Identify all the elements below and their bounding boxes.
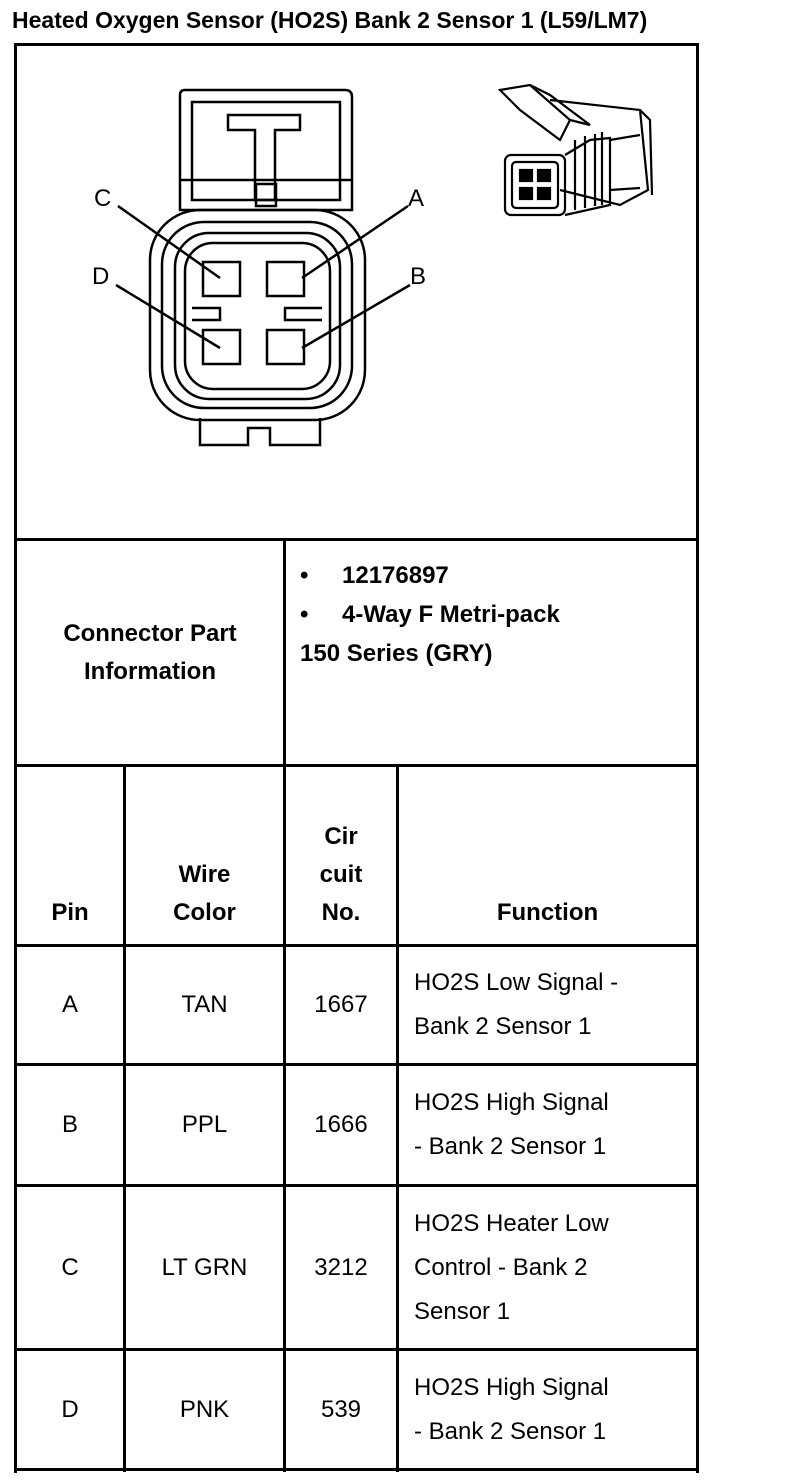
header-wire-color-line1: Wire bbox=[178, 861, 231, 888]
header-circuit-no bbox=[286, 767, 396, 932]
page-title: Heated Oxygen Sensor (HO2S) Bank 2 Sensor 1 (L59/LM7) bbox=[12, 7, 648, 33]
part-description-line2: 150 Series (GRY) bbox=[300, 640, 493, 667]
part-description-line1: 4-Way F Metri-pack bbox=[342, 601, 560, 628]
row-b-circuit: 1666 bbox=[314, 1111, 368, 1138]
row-a-function-line1: HO2S Low Signal - bbox=[414, 969, 619, 996]
row-d-pin: D bbox=[61, 1395, 79, 1423]
row-d-function-line2: - Bank 2 Sensor 1 bbox=[414, 1417, 607, 1445]
part-description-item bbox=[300, 595, 690, 634]
pin-label-d: D bbox=[92, 263, 110, 290]
row-c-pin: C bbox=[61, 1253, 79, 1281]
header-circuit-line1: Cir bbox=[324, 823, 358, 850]
row-c-function-line1: HO2S Heater Low bbox=[414, 1209, 609, 1237]
row-b-wire-color: PPL bbox=[181, 1111, 228, 1138]
part-number: 12176897 bbox=[342, 562, 449, 589]
connector-face-diagram bbox=[80, 80, 460, 500]
row-b-function-line1: HO2S High Signal bbox=[414, 1089, 609, 1116]
row-a-circuit: 1667 bbox=[314, 991, 368, 1018]
header-wire-color-line2: Color bbox=[173, 899, 236, 926]
row-a-pin: A bbox=[61, 991, 78, 1018]
connector-part-label bbox=[17, 541, 283, 764]
pin-label-a: A bbox=[408, 185, 425, 212]
row-c-function-line2: Control - Bank 2 bbox=[414, 1253, 588, 1281]
header-circuit-line3: No. bbox=[321, 899, 361, 926]
row-d-wire-color: PNK bbox=[179, 1395, 230, 1423]
bullet: • bbox=[300, 601, 309, 628]
connector-part-details bbox=[300, 556, 690, 673]
pin-label-c: C bbox=[94, 185, 112, 212]
row-d-circuit: 539 bbox=[320, 1395, 362, 1423]
row-a-wire-color: TAN bbox=[181, 991, 228, 1018]
row-c-function-line3: Sensor 1 bbox=[414, 1297, 511, 1325]
header-circuit-line2: cuit bbox=[319, 861, 363, 888]
bullet: • bbox=[300, 562, 309, 589]
header-function: Function bbox=[496, 899, 599, 926]
row-d-function bbox=[414, 1351, 696, 1468]
connector-part-label-line2: Information bbox=[83, 657, 216, 685]
row-c-circuit: 3212 bbox=[314, 1253, 368, 1281]
header-pin: Pin bbox=[51, 899, 89, 926]
row-d-function-line1: HO2S High Signal bbox=[414, 1373, 609, 1401]
row-a-function-line2: Bank 2 Sensor 1 bbox=[414, 1013, 592, 1040]
row-b-function-line2: - Bank 2 Sensor 1 bbox=[414, 1133, 607, 1160]
row-c-wire-color: LT GRN bbox=[161, 1253, 248, 1281]
row-c-function bbox=[414, 1187, 696, 1348]
table-rule bbox=[14, 1468, 699, 1471]
row-b-function bbox=[414, 1066, 696, 1184]
row-b-pin: B bbox=[61, 1111, 78, 1138]
part-number-item bbox=[300, 556, 690, 595]
row-a-function bbox=[414, 947, 696, 1063]
connector-part-label-line1: Connector Part bbox=[63, 619, 237, 647]
connector-isometric-drawing bbox=[490, 80, 660, 230]
pin-label-b: B bbox=[410, 263, 427, 290]
header-wire-color bbox=[126, 767, 283, 932]
